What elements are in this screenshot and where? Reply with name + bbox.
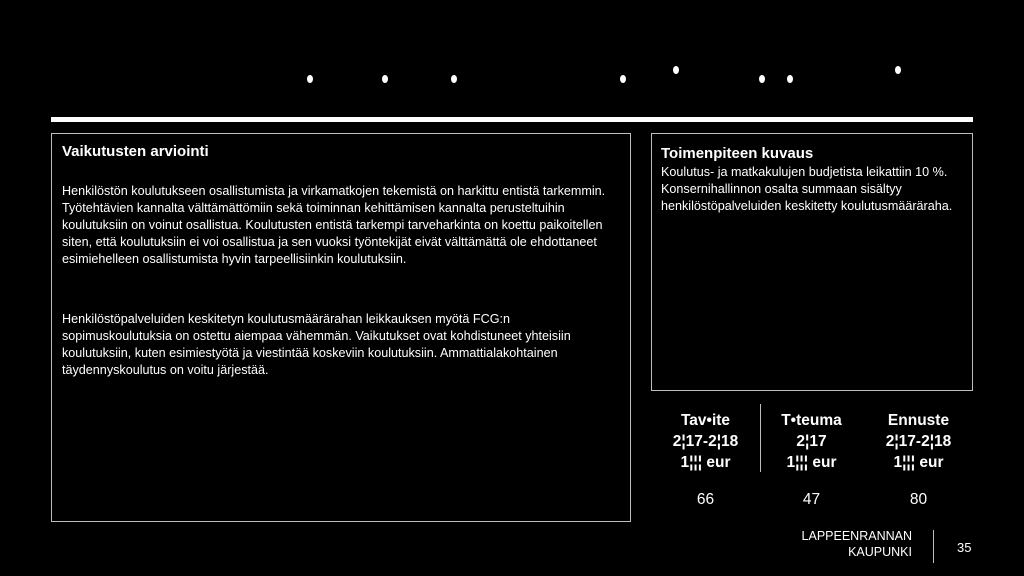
slide-title-fragments — [300, 62, 920, 86]
stat-unit: 1¦¦¦ eur — [680, 454, 731, 471]
impact-paragraph-1: Henkilöstön koulutukseen osallistumista ja virkamatkojen tekemistä on harkittu entistä tarkemmin. Työtehtävien kannalta välttämättömiin sekä toiminnan kehittämisen kannalta perusteltuihin koulutuksiin on voinut osallistua. Koulutusten entistä tarkempi tarveharkinta on koettu paikoitellen siten, että koulutuksiin ei voi osallistua ja sen vuoksi työntekijät eivät välttämättä ole ehdottaneet esimiehelleen osallistumista hyvin tarpeellisiinkin koulutuksiin. — [62, 184, 606, 266]
impact-assessment-box — [51, 133, 631, 522]
title-mark — [673, 66, 679, 74]
title-mark — [895, 66, 901, 74]
city-logo-text — [776, 528, 912, 560]
title-mark — [307, 75, 313, 83]
brand-line-1: LAPPEENRANNAN — [801, 529, 912, 543]
stat-label: Ennuste — [887, 412, 950, 429]
measure-heading: Toimenpiteen kuvaus — [661, 145, 814, 162]
stat-unit: 1¦¦¦ eur — [893, 454, 944, 471]
title-mark — [451, 75, 457, 83]
stat-value: 66 — [696, 491, 715, 508]
brand-line-2: KAUPUNKI — [848, 545, 912, 559]
title-mark — [382, 75, 388, 83]
budget-stats — [651, 410, 973, 508]
stat-forecast — [866, 410, 971, 510]
stat-actual — [759, 410, 864, 510]
title-mark — [759, 75, 765, 83]
stat-label: T•teuma — [781, 412, 842, 429]
footer-separator — [933, 530, 934, 563]
title-mark — [620, 75, 626, 83]
stat-label: Tav•ite — [680, 412, 731, 429]
stat-target — [653, 410, 758, 510]
stat-value: 47 — [802, 491, 821, 508]
impact-paragraph-2: Henkilöstöpalveluiden keskitetyn koulutusmäärärahan leikkauksen myötä FCG:n sopimuskoulutuksia on ostettu aiempaa vähemmän. Vaikutukset ovat kohdistuneet yhteisiin koulutuksiin, kuten esimiestyötä ja viestintää koskeviin koulutuksiin. Ammattialakohtainen täydennyskoulutus on voitu järjestää. — [62, 312, 571, 377]
stat-unit: 1¦¦¦ eur — [786, 454, 837, 471]
stat-period: 2¦17-2¦18 — [885, 433, 952, 450]
measure-description-box — [651, 133, 973, 391]
title-rule — [51, 117, 973, 122]
measure-text: Koulutus- ja matkakulujen budjetista leikattiin 10 %. Konsernihallinnon osalta summaan sisältyy henkilöstöpalveluiden keskitetty koulutusmääräraha. — [661, 165, 953, 213]
stat-value: 80 — [909, 491, 928, 508]
stat-period: 2¦17 — [796, 433, 827, 450]
title-mark — [787, 75, 793, 83]
impact-heading: Vaikutusten arviointi — [62, 143, 209, 160]
page-number: 35 — [957, 540, 972, 555]
stat-period: 2¦17-2¦18 — [672, 433, 739, 450]
